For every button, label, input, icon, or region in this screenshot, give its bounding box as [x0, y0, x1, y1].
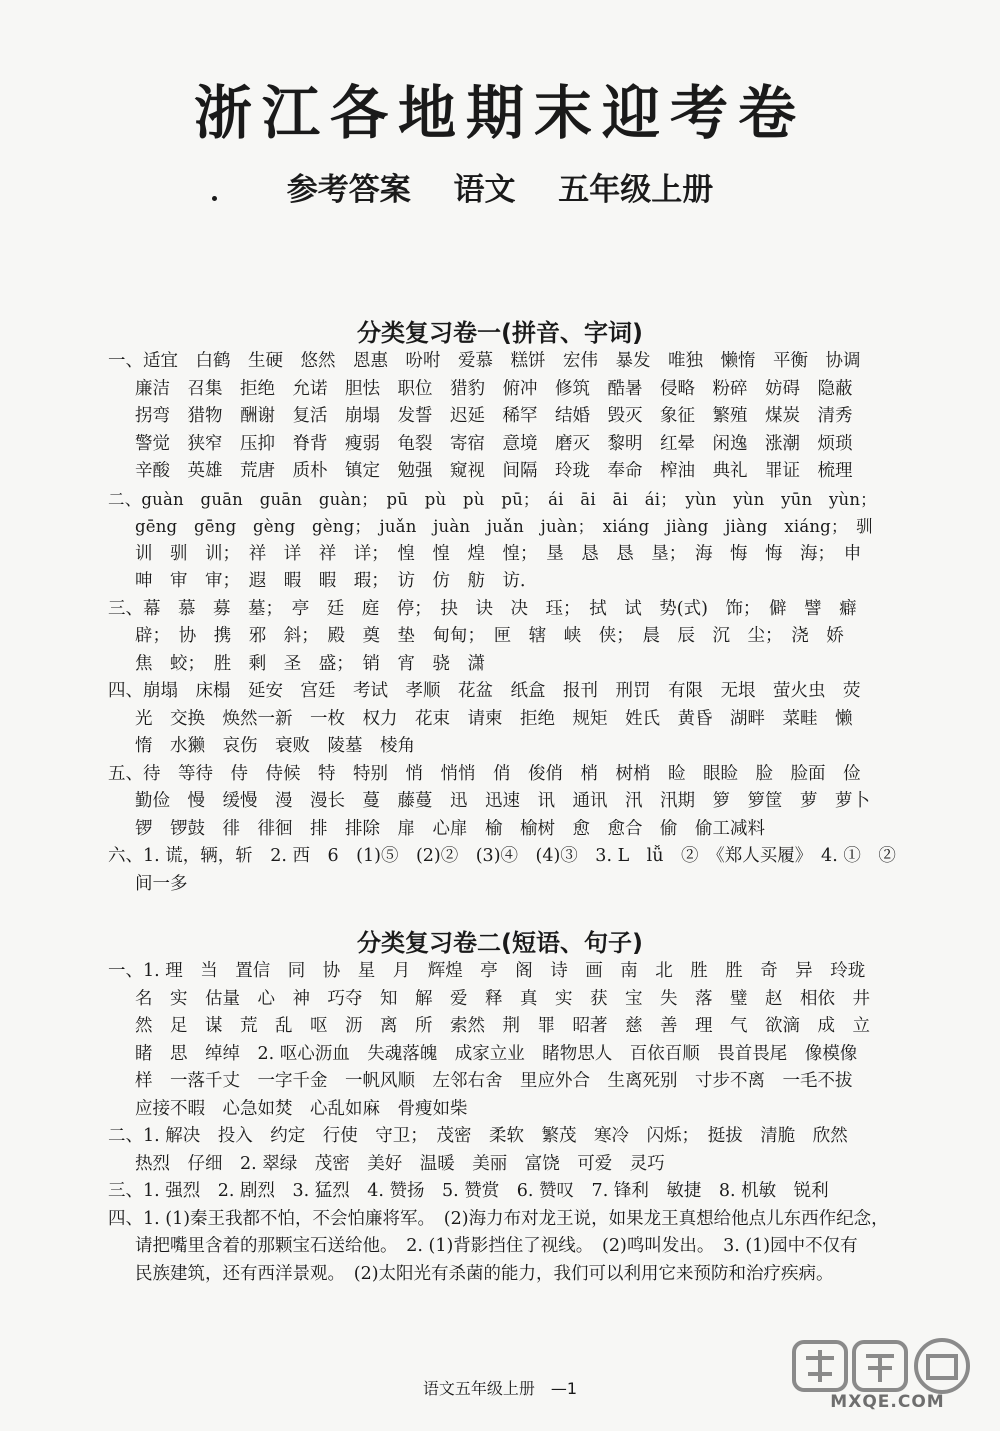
answer-line: 二、1. 解决 投入 约定 行使 守卫； 茂密 柔软 繁茂 寒冷 闪烁； 挺拔 清脆 欣然 — [108, 1126, 848, 1146]
answer-line: 请把嘴里含着的那颗宝石送给他。 2. (1)背影挡住了视线。 (2)鸣叫发出。 3. (1)园中不仅有 — [135, 1236, 858, 1256]
subtitle-grade: 五年级上册 — [558, 172, 714, 208]
answer-line: 二、guàn guān guān guàn； pū pù pù pū； ái āi āi ái； yùn yùn yūn yùn； — [108, 489, 877, 509]
answer-line: 呻 审 审； 遐 暇 暇 瑕； 访 仿 舫 访． — [135, 571, 538, 591]
page-subtitle — [0, 170, 1000, 210]
answer-line: 一、1. 理 当 置信 同 协 星 月 辉煌 亭 阁 诗 画 南 北 胜 胜 奇 异 玲珑 — [108, 961, 866, 981]
answer-line: 名 实 估量 心 神 巧夺 知 解 爱 释 真 实 获 宝 失 落 璧 赵 相依 井 — [135, 988, 870, 1009]
answer-line: 间一多 — [135, 873, 188, 894]
answer-line: 样 一落千丈 一字千金 一帆风顺 左邻右舍 里应外合 生离死别 寸步不离 一毛不拔 — [135, 1071, 853, 1091]
answer-line: 一、适宜 白鹤 生硬 悠然 恩惠 吩咐 爱慕 糕饼 宏伟 暴发 唯独 懒惰 平衡 协调 — [108, 351, 861, 371]
answer-line: 民族建筑，还有西洋景观。 (2)太阳光有杀菌的能力，我们可以利用它来预防和治疗疾病。 — [135, 1263, 834, 1284]
page-footer: 语文五年级上册 —1 — [422, 1379, 578, 1398]
answer-line: 应接不暇 心急如焚 心乱如麻 骨瘦如柴 — [135, 1098, 468, 1119]
answer-line: 三、幕 慕 募 墓； 亭 廷 庭 停； 抉 诀 决 珏； 拭 试 势(式) 饰； 僻 譬 癖 — [108, 598, 857, 619]
answer-line: 睹 思 绰绰 2. 呕心沥血 失魂落魄 成家立业 睹物思人 百依百顺 畏首畏尾 像模像 — [135, 1043, 858, 1064]
answer-line: 警觉 狭窄 压抑 脊背 瘦弱 龟裂 寄宿 意境 磨灭 黎明 红晕 闲逸 涨潮 烦琐 — [135, 433, 853, 454]
answer-line: 辟； 协 携 邪 斜； 殿 奠 垫 甸甸； 匣 辖 峡 侠； 晨 辰 沉 尘； 浇 娇 — [135, 626, 844, 646]
section-2-body — [108, 958, 968, 1288]
subtitle-answers: 参考答案 — [286, 172, 411, 208]
page-title: 浙江各地期末迎考卷 — [193, 79, 806, 147]
answer-line: 惰 水獭 哀伤 衰败 陵墓 棱角 — [135, 736, 415, 756]
answer-line: 然 足 谋 荒 乱 呕 沥 离 所 索然 荆 罪 昭著 慈 善 理 气 欲滴 成 立 — [135, 1016, 870, 1036]
answer-line: 四、1. (1)秦王我都不怕，不会怕廉将军。 (2)海力布对龙王说，如果龙王真想给他点儿东西作纪念， — [108, 1208, 889, 1229]
answer-line: 训 驯 训； 祥 详 祥 详； 惶 惶 煌 惶； 垦 恳 恳 垦； 海 悔 悔 海； 申 — [135, 543, 862, 564]
answer-line: 廉洁 召集 拒绝 允诺 胆怯 职位 猎豹 俯冲 修筑 酷暑 侵略 粉碎 妨碍 隐蔽 — [135, 378, 853, 399]
answer-line: 六、1. 谎，辆，斩 2. 西 6 (1)⑤ (2)② (3)④ (4)③ 3. L lǚ ② 《郑人买履》 4. ① ② — [108, 846, 896, 866]
answer-line: 辛酸 英雄 荒唐 质朴 镇定 勉强 窥视 间隔 玲珑 奉命 榨油 典礼 罪证 梳理 — [135, 461, 853, 481]
subtitle-subject: 语文 — [453, 172, 516, 208]
answer-line: 三、1. 强烈 2. 剧烈 3. 猛烈 4. 赞扬 5. 赞赏 6. 赞叹 7. 锋利 敏捷 8. 机敏 锐利 — [108, 1181, 829, 1201]
section-2-title: 分类复习卷二(短语、句子) — [357, 929, 643, 957]
answer-line: 热烈 仔细 2. 翠绿 茂密 美好 温暖 美丽 富饶 可爱 灵巧 — [135, 1153, 665, 1174]
answer-line: 焦 蛟； 胜 剩 圣 盛； 销 宵 骁 潇 — [135, 653, 485, 674]
answer-line: 勤俭 慢 缓慢 漫 漫长 蔓 藤蔓 迅 迅速 讯 通讯 汛 汛期 箩 箩筐 萝 萝卜 — [135, 791, 870, 811]
answer-line: 五、待 等待 侍 侍候 特 特别 悄 悄悄 俏 俊俏 梢 树梢 睑 眼睑 脸 脸面 俭 — [108, 763, 861, 784]
answer-line: 四、崩塌 床榻 延安 宫廷 考试 孝顺 花盆 纸盒 报刊 刑罚 有限 无垠 萤火虫 荧 — [108, 681, 861, 701]
section-1-title: 分类复习卷一(拼音、字词) — [357, 319, 643, 347]
answer-line: 光 交换 焕然一新 一枚 权力 花束 请柬 拒绝 规矩 姓氏 黄昏 湖畔 菜畦 懒 — [135, 708, 853, 729]
answer-line: gēng gēng gèng gèng； juǎn juàn juǎn juàn； xiáng jiàng jiàng xiáng； 驯 — [135, 517, 873, 536]
watermark-site: MXQE.COM — [830, 1392, 945, 1412]
answer-line: 拐弯 猎物 酬谢 复活 崩塌 发誓 迟延 稀罕 结婚 毁灭 象征 繁殖 煤炭 清秀 — [135, 406, 853, 426]
answer-line: 锣 锣鼓 徘 徘徊 排 排除 扉 心扉 榆 榆树 愈 愈合 偷 偷工减料 — [135, 818, 765, 839]
section-1-body — [108, 348, 968, 898]
